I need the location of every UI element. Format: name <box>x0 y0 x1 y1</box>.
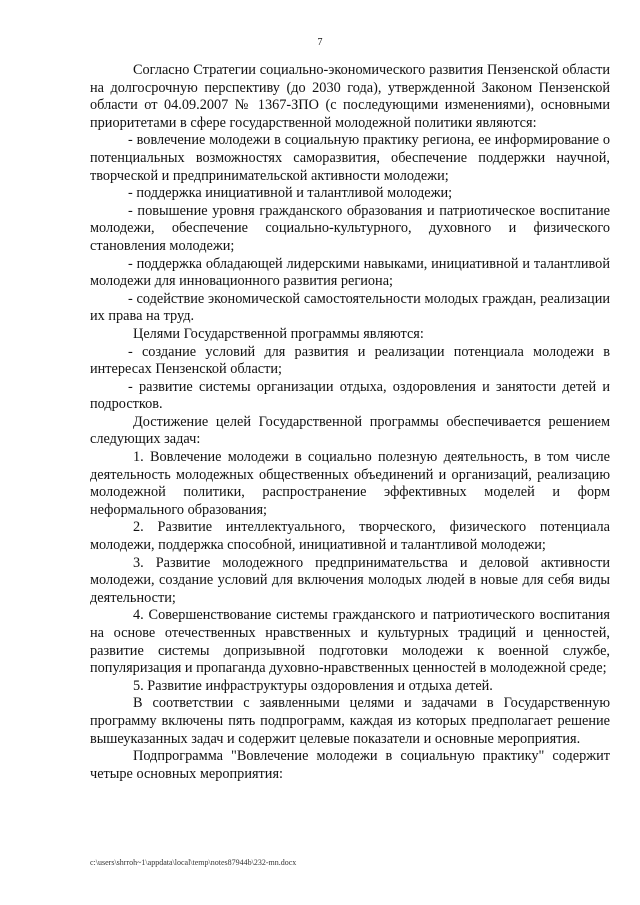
list-item-priority: - вовлечение молодежи в социальную практику региона, ее информирование о потенциальных возможностях саморазвития, обеспечение поддержки научной, творческой и предпринимательской активности молодежи; <box>90 132 610 184</box>
document-body <box>90 62 610 783</box>
list-item-priority: - содействие экономической самостоятельности молодых граждан, реализации их права на труд. <box>90 290 610 325</box>
paragraph-tasks-intro: Достижение целей Государственной программы обеспечивается решением следующих задач: <box>90 413 610 448</box>
list-item-task: 2. Развитие интеллектуального, творческого, физического потенциала молодежи, поддержка способной, инициативной и талантливой молодежи; <box>90 519 610 554</box>
page-number: 7 <box>317 37 323 48</box>
list-item-goal: - создание условий для развития и реализации потенциала молодежи в интересах Пензенской области; <box>90 343 610 378</box>
paragraph-strategy: Согласно Стратегии социально-экономического развития Пензенской области на долгосрочную перспективу (до 2030 года), утвержденной Законом Пензенской области от 04.09.2007 № 1367-ЗПО (с последующими изменениями), основными приоритетами в сфере государственной молодежной политики являются: <box>90 62 610 131</box>
list-item-priority: - поддержка инициативной и талантливой молодежи; <box>128 185 453 202</box>
list-item-task: 4. Совершенствование системы гражданского и патриотического воспитания на основе отечественных нравственных и культурных традиций и ценностей, развитие системы допризывной подготовки молодежи к военной службе, популяризация и пропаганда духовно-нравственных ценностей в молодежной среде; <box>90 607 610 677</box>
footer-file-path: c:\users\shrroh~1\appdata\local\temp\notes87944b\232-mn.docx <box>90 858 297 867</box>
list-item-task: 1. Вовлечение молодежи в социально полезную деятельность, в том числе деятельность молодежных общественных объединений и организаций, реализацию молодежной политики, распространение эффективных моделей и форм неформального образования; <box>90 449 610 518</box>
paragraph-goals-intro: Целями Государственной программы являются: <box>133 325 424 342</box>
list-item-task: 5. Развитие инфраструктуры оздоровления и отдыха детей. <box>133 677 493 694</box>
list-item-priority: - повышение уровня гражданского образования и патриотическое воспитание молодежи, обеспечение социально-культурного, духовного и физического становления молодежи; <box>90 202 610 254</box>
list-item-priority: - поддержка обладающей лидерскими навыками, инициативной и талантливой молодежи для инновационного развития региона; <box>90 255 610 290</box>
paragraph-subprogram-activities: Подпрограмма "Вовлечение молодежи в социальную практику" содержит четыре основных мероприятия: <box>90 748 610 782</box>
list-item-goal: - развитие системы организации отдыха, оздоровления и занятости детей и подростков. <box>90 378 610 413</box>
list-item-task: 3. Развитие молодежного предпринимательства и деловой активности молодежи, создание условий для включения молодых людей в новые для себя виды деятельности; <box>90 554 610 606</box>
paragraph-subprograms: В соответствии с заявленными целями и задачами в Государственную программу включены пять подпрограмм, каждая из которых предполагает решение вышеуказанных задач и содержит целевые показатели и основные мероприятия. <box>90 695 610 747</box>
